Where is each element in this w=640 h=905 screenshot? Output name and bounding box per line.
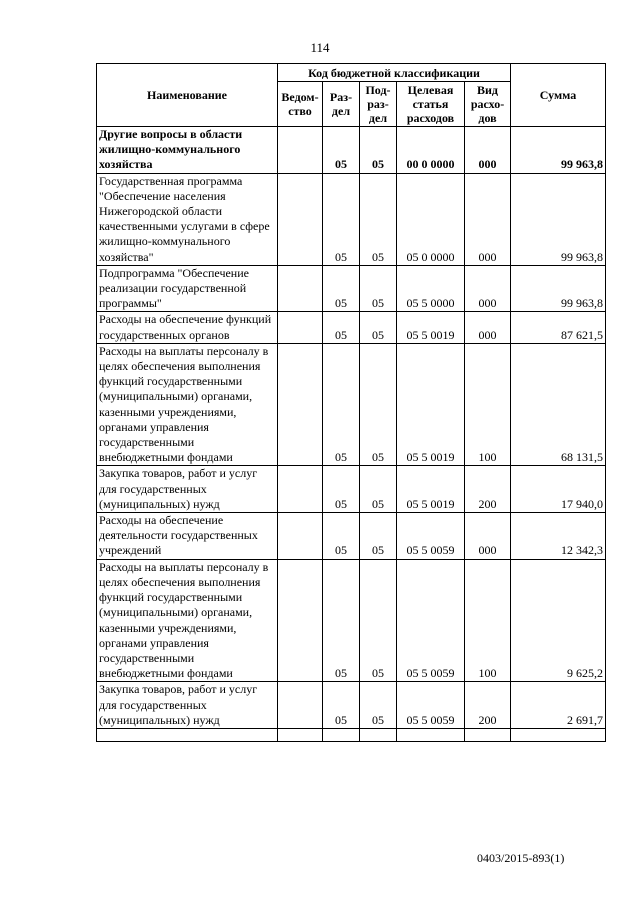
- row-vid: 000: [465, 312, 511, 343]
- row-name: Закупка товаров, работ и услуг для государственных (муниципальных) нужд: [97, 466, 278, 513]
- row-vedomstvo: [278, 513, 323, 560]
- row-razdel: 05: [323, 312, 360, 343]
- row-razdel: 05: [323, 466, 360, 513]
- row-celevaya: 05 5 0059: [397, 682, 465, 729]
- row-razdel: 05: [323, 343, 360, 466]
- row-celevaya: 05 0 0000: [397, 173, 465, 265]
- row-vedomstvo: [278, 682, 323, 729]
- row-name: Расходы на выплаты персоналу в целях обеспечения выполнения функций государственными (муниципальными) органами, казенными учреждениями, органами управления государственными внебюджетными фондами: [97, 343, 278, 466]
- row-razdel: 05: [323, 173, 360, 265]
- row-name: Другие вопросы в области жилищно-коммунального хозяйства: [97, 127, 278, 174]
- empty-cell: [278, 728, 323, 741]
- table-row: [97, 466, 606, 513]
- header-razdel: Раз-дел: [323, 82, 360, 127]
- row-podrazdel: 05: [360, 312, 397, 343]
- row-vid: 000: [465, 173, 511, 265]
- row-podrazdel: 05: [360, 173, 397, 265]
- row-sum: 99 963,8: [511, 173, 606, 265]
- header-vid-rashodov: Вид расхо-дов: [465, 82, 511, 127]
- row-sum: 2 691,7: [511, 682, 606, 729]
- empty-cell: [323, 728, 360, 741]
- row-celevaya: 05 5 0019: [397, 343, 465, 466]
- row-vid: 000: [465, 127, 511, 174]
- row-sum: 9 625,2: [511, 559, 606, 682]
- row-podrazdel: 05: [360, 682, 397, 729]
- table-row: [97, 173, 606, 265]
- table-row: [97, 312, 606, 343]
- table-row: [97, 682, 606, 729]
- row-razdel: 05: [323, 265, 360, 312]
- table-row: [97, 513, 606, 560]
- row-razdel: 05: [323, 682, 360, 729]
- row-name: Закупка товаров, работ и услуг для государственных (муниципальных) нужд: [97, 682, 278, 729]
- row-podrazdel: 05: [360, 127, 397, 174]
- row-sum: 99 963,8: [511, 127, 606, 174]
- page-number: 114: [310, 40, 330, 55]
- row-celevaya: 05 5 0000: [397, 265, 465, 312]
- empty-cell: [97, 728, 278, 741]
- table-row: [97, 265, 606, 312]
- row-podrazdel: 05: [360, 343, 397, 466]
- header-budget-code-group: Код бюджетной классификации: [278, 64, 511, 82]
- empty-cell: [360, 728, 397, 741]
- row-vedomstvo: [278, 343, 323, 466]
- row-celevaya: 05 5 0019: [397, 312, 465, 343]
- row-razdel: 05: [323, 559, 360, 682]
- table-row: [97, 127, 606, 174]
- row-sum: 87 621,5: [511, 312, 606, 343]
- row-celevaya: 05 5 0059: [397, 513, 465, 560]
- row-podrazdel: 05: [360, 513, 397, 560]
- table-row: [97, 343, 606, 466]
- row-vedomstvo: [278, 466, 323, 513]
- header-podrazdel: Под-раз-дел: [360, 82, 397, 127]
- row-vid: 100: [465, 343, 511, 466]
- document-code: 0403/2015-893(1): [477, 851, 565, 865]
- row-vedomstvo: [278, 173, 323, 265]
- row-celevaya: 05 5 0059: [397, 559, 465, 682]
- row-sum: 17 940,0: [511, 466, 606, 513]
- row-celevaya: 00 0 0000: [397, 127, 465, 174]
- row-name: Расходы на обеспечение функций государственных органов: [97, 312, 278, 343]
- empty-cell: [465, 728, 511, 741]
- table-row: [97, 559, 606, 682]
- budget-table: [96, 63, 606, 742]
- row-vedomstvo: [278, 312, 323, 343]
- row-vid: 200: [465, 466, 511, 513]
- row-vedomstvo: [278, 265, 323, 312]
- row-sum: 99 963,8: [511, 265, 606, 312]
- row-sum: 68 131,5: [511, 343, 606, 466]
- row-name: Государственная программа "Обеспечение населения Нижегородской области качественными услугами в сфере жилищно-коммунального хозяйства": [97, 173, 278, 265]
- row-name: Подпрограмма "Обеспечение реализации государственной программы": [97, 265, 278, 312]
- row-vid: 000: [465, 265, 511, 312]
- header-vedomstvo: Ведом-ство: [278, 82, 323, 127]
- table-row-empty: [97, 728, 606, 741]
- empty-cell: [511, 728, 606, 741]
- row-vid: 000: [465, 513, 511, 560]
- row-vedomstvo: [278, 559, 323, 682]
- header-sum: Сумма: [511, 64, 606, 127]
- row-razdel: 05: [323, 513, 360, 560]
- row-vid: 100: [465, 559, 511, 682]
- header-name: Наименование: [97, 64, 278, 127]
- row-vid: 200: [465, 682, 511, 729]
- row-name: Расходы на выплаты персоналу в целях обеспечения выполнения функций государственными (муниципальными) органами, казенными учреждениями, органами управления государственными внебюджетными фондами: [97, 559, 278, 682]
- row-vedomstvo: [278, 127, 323, 174]
- row-celevaya: 05 5 0019: [397, 466, 465, 513]
- row-sum: 12 342,3: [511, 513, 606, 560]
- row-podrazdel: 05: [360, 466, 397, 513]
- empty-cell: [397, 728, 465, 741]
- row-podrazdel: 05: [360, 265, 397, 312]
- header-celevaya-statya: Целевая статья расходов: [397, 82, 465, 127]
- row-name: Расходы на обеспечение деятельности государственных учреждений: [97, 513, 278, 560]
- row-razdel: 05: [323, 127, 360, 174]
- row-podrazdel: 05: [360, 559, 397, 682]
